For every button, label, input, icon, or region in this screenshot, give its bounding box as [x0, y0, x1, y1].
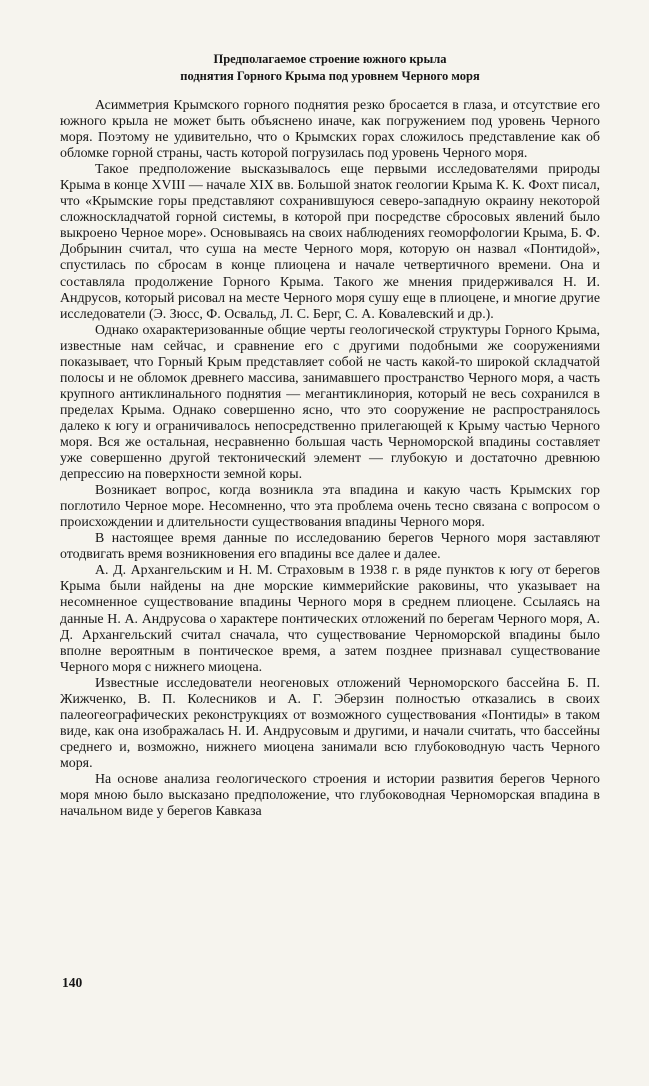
paragraph-6: А. Д. Архангельским и Н. М. Страховым в 1938 г. в ряде пунктов к югу от берегов Крыма были найдены на дне морские киммерийские раковины, что указывает на несомненное существование впадины Черного моря в среднем плиоцене. Ссылаясь на данные Н. А. Андрусова о характере понтических отложений по берегам Черного моря, А. Д. Архангельский считал сначала, что существование Черноморской впадины было вполне вероятным в понтическое время, а затем позднее признавал существование Черного моря с нижнего миоцена. — [60, 563, 600, 675]
paragraph-3: Однако охарактеризованные общие черты геологической структуры Горного Крыма, известные нам сейчас, и сравнение его с другими подобными же сооружениями показывает, что Горный Крым представляет собой не часть какой-то широкой складчатой полосы и не обломок древнего массива, занимавшего пространство Черного моря, а часть крупного антиклинального поднятия — мегантиклинория, который не весь сохранился в пределах Крыма. Однако совершенно ясно, что это сооружение не распространялось далеко к югу и ограничивалось непосредственно прилегающей к Крыму частью Черного моря. Вся же остальная, несравненно большая часть Черноморской впадины составляет уже совершенно другой тектонический элемент — глубокую и достаточно древнюю депрессию на поверхности земной коры. — [60, 322, 600, 483]
heading-line-1: Предполагаемое строение южного крыла — [213, 52, 447, 66]
page-number: 140 — [62, 975, 83, 990]
paragraph-7: Известные исследователи неогеновых отложений Черноморского бассейна Б. П. Жижченко, В. П. Колесников и А. Г. Эберзин полностью отказались в своих палеогеографических реконструкциях от возможного существования «Понтиды» в таком виде, как она изображалась Н. И. Андрусовым и другими, и начали считать, что бассейны среднего и, возможно, нижнего миоцена занимали всю глубоководную часть Черного моря. — [60, 675, 600, 771]
paragraph-4: Возникает вопрос, когда возникла эта впадина и какую часть Крымских гор поглотило Черное море. Несомненно, что эта проблема очень тесно связана с вопросом о происхождении и длительности существования впадины Черного моря. — [60, 483, 600, 531]
section-heading — [60, 51, 600, 85]
paragraph-1: Асимметрия Крымского горного поднятия резко бросается в глаза, и отсутствие его южного крыла не может быть объяснено иначе, как погружением под уровень Черного моря. Поэтому не удивительно, что о Крымских горах сложилось представление как об обломке горной страны, часть которой погрузилась под уровень Черного моря. — [60, 98, 600, 162]
paragraph-5: В настоящее время данные по исследованию берегов Черного моря заставляют отодвигать время возникновения его впадины все далее и далее. — [60, 531, 600, 563]
paragraph-8: На основе анализа геологического строения и истории развития берегов Черного моря мною было высказано предположение, что глубоководная Черноморская впадина в начальном виде у берегов Кавказа — [60, 771, 600, 820]
body-text — [60, 98, 600, 820]
paragraph-2: Такое предположение высказывалось еще первыми исследователями природы Крыма в конце XVIII — начале XIX вв. Большой знаток геологии Крыма К. К. Фохт писал, что «Крымские горы представляют сохранившуюся северо-западную окраину некоторой сложноскладчатой горной системы, в которой при посредстве сбросовых явлений было выкроено Черное море». Основываясь на своих наблюдениях геоморфологии Крыма, Б. Ф. Добрынин считал, что суша на месте Черного моря, которую он назвал «Понтидой», спустилась по сбросам в конце плиоцена и начале четвертичного времени. Она и составляла продолжение Горного Крыма. Такого же мнения придерживался Н. И. Андрусов, который рисовал на месте Черного моря сушу еще в плиоцене, и многие другие исследователи (Э. Зюсс, Ф. Освальд, Л. С. Берг, С. А. Ковалевский и др.). — [60, 162, 600, 322]
heading-line-2: поднятия Горного Крыма под уровнем Черного моря — [180, 69, 480, 83]
